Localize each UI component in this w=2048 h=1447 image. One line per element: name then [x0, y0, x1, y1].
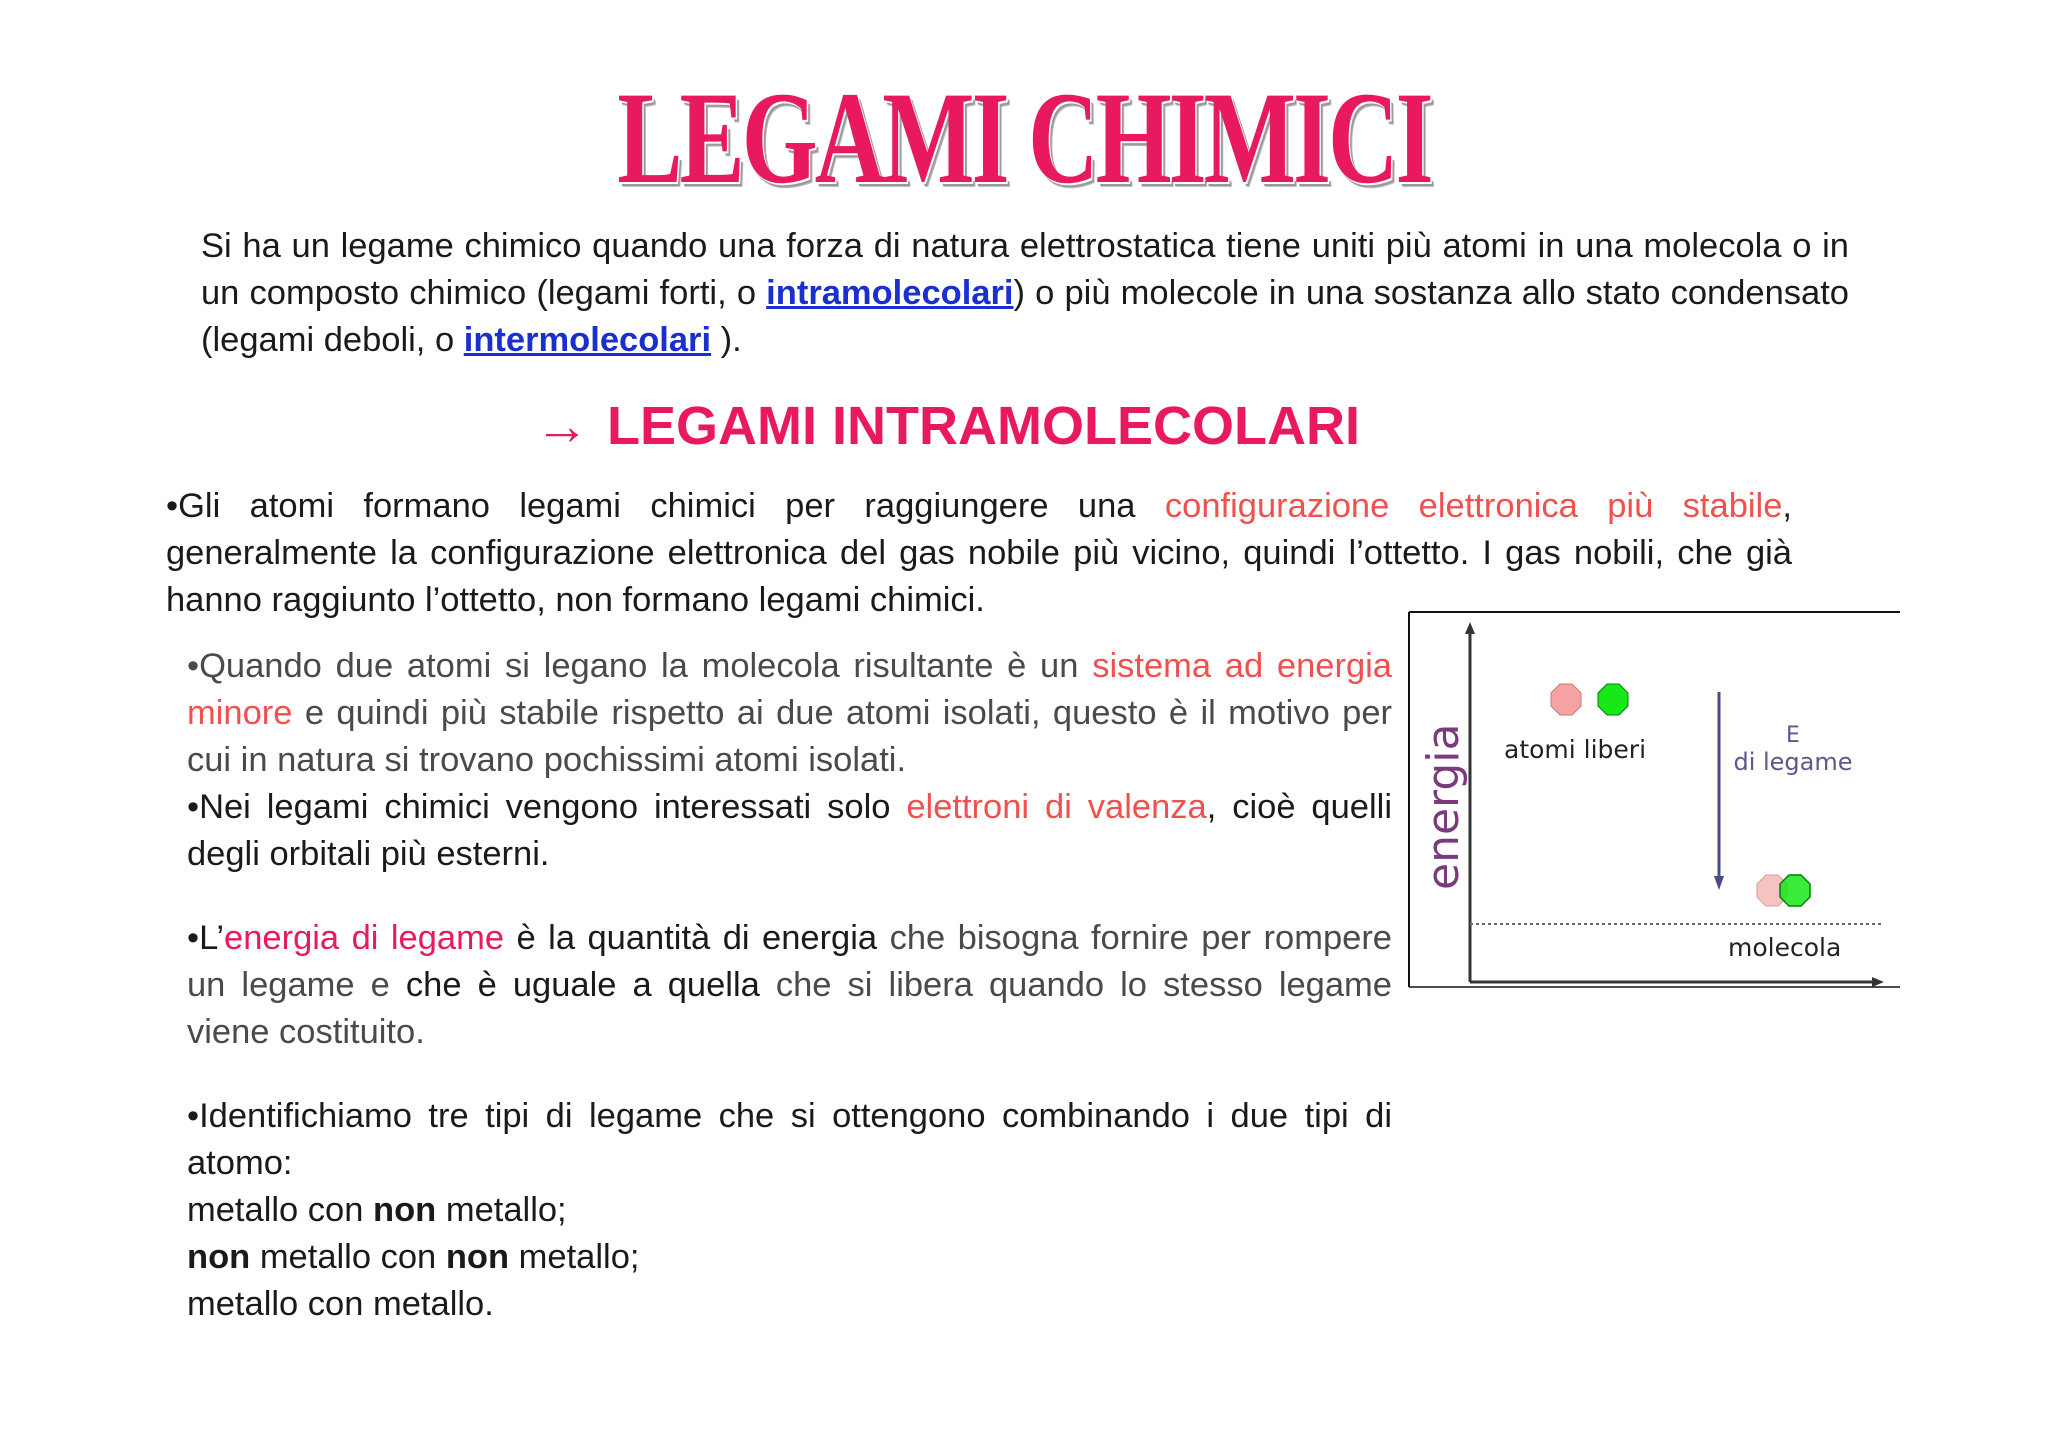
- bond-type-2: [187, 1234, 1392, 1281]
- bond-types-intro: •Identifichiamo tre tipi di legame che si ottengono combinando i due tipi di atomo:: [187, 1097, 1392, 1182]
- free-atom-red: [1551, 684, 1581, 715]
- bond-type-3: metallo con metallo.: [187, 1285, 494, 1323]
- molecule-atom-green: [1780, 875, 1810, 906]
- bullet4-text-b: è la quantità di energia: [504, 919, 878, 957]
- bond-type-2-bold-1: non: [187, 1238, 251, 1276]
- bond-type-1-a: metallo con: [187, 1191, 374, 1229]
- intro-paragraph: [201, 223, 1849, 364]
- y-axis-arrowhead: [1465, 622, 1475, 634]
- energy-axis-label: energia: [1418, 723, 1469, 890]
- diagram-svg: [1408, 610, 1900, 988]
- molecule-label: molecola: [1728, 933, 1842, 962]
- bullet-bond-types: [187, 1093, 1392, 1328]
- bullet-valence-electrons: [187, 784, 1392, 878]
- bullet2-highlight: sistema ad energia minore: [187, 647, 1392, 732]
- bullet3-text-b: , cioè quelli degli orbitali più esterni.: [187, 788, 1392, 873]
- content-column: [187, 643, 1392, 1328]
- bond-type-2-b: metallo;: [509, 1238, 640, 1276]
- bullet1-text-a: •Gli atomi formano legami chimici per raggiungere una: [166, 487, 1165, 525]
- bullet4-text-a: •L’: [187, 919, 225, 957]
- intro-text-1: Si ha un legame chimico quando una forza di natura elettrostatica tiene uniti più atomi in una molecola o in un composto chimico (legami forti, o: [201, 227, 1849, 312]
- spacer: [187, 1056, 1392, 1093]
- x-axis-arrowhead: [1872, 977, 1884, 987]
- intro-text-2: ) o più molecole in una sostanza allo stato condensato (legami deboli, o: [201, 274, 1849, 359]
- bond-type-2-a: metallo con: [250, 1238, 446, 1276]
- bullet4-text-c: che bisogna fornire per rompere un legame e: [187, 919, 1392, 1004]
- bullet1-highlight: configurazione elettronica più stabile: [1164, 487, 1783, 525]
- bond-type-1-bold: non: [373, 1191, 437, 1229]
- right-arrow-icon: →: [535, 396, 589, 456]
- bullet2-text-b: e quindi più stabile rispetto ai due atomi isolati, questo è il motivo per cui in natura si trovano pochissimi atomi isolati.: [187, 694, 1392, 779]
- bond-type-1-b: metallo;: [436, 1191, 567, 1229]
- intro-text-3: ).: [711, 321, 742, 359]
- spacer: [187, 878, 1392, 915]
- bond-type-1: [187, 1187, 1392, 1234]
- bullet-bond-energy: [187, 915, 1392, 1056]
- intermolecular-link[interactable]: intermolecolari: [463, 321, 712, 359]
- bullet3-text-a: •Nei legami chimici vengono interessati solo: [187, 788, 907, 826]
- bullet-lower-energy: [187, 643, 1392, 784]
- energy-label-e: E: [1786, 723, 1800, 748]
- bond-energy-diagram: [1408, 610, 1900, 988]
- section-heading-text: LEGAMI INTRAMOLECOLARI: [607, 396, 1360, 456]
- free-atoms-label: atomi liberi: [1504, 735, 1647, 764]
- intramolecular-link[interactable]: intramolecolari: [766, 274, 1014, 312]
- bullet4-highlight: energia di legame: [224, 919, 505, 957]
- bullet-stable-configuration: [166, 483, 1792, 624]
- arrow-down-icon: [1714, 876, 1724, 890]
- bullet4-text-d: che è uguale a quella: [405, 966, 760, 1004]
- energy-label-bond: di legame: [1733, 748, 1853, 776]
- free-atom-green: [1598, 684, 1628, 715]
- bullet4-text-e: che si libera quando lo stesso legame viene costituito.: [187, 966, 1392, 1051]
- bullet2-text-a: •Quando due atomi si legano la molecola risultante è un: [187, 647, 1093, 685]
- bond-type-2-bold-2: non: [445, 1238, 510, 1276]
- bullet3-highlight: elettroni di valenza: [906, 788, 1207, 826]
- section-heading: [535, 396, 1360, 456]
- bullet1-text-b: , generalmente la configurazione elettronica del gas nobile più vicino, quindi l’ottetto. I gas nobili, che già hanno raggiunto l’ottetto, non formano legami chimici.: [166, 487, 1792, 619]
- page-title: LEGAMI CHIMICI: [617, 64, 1431, 211]
